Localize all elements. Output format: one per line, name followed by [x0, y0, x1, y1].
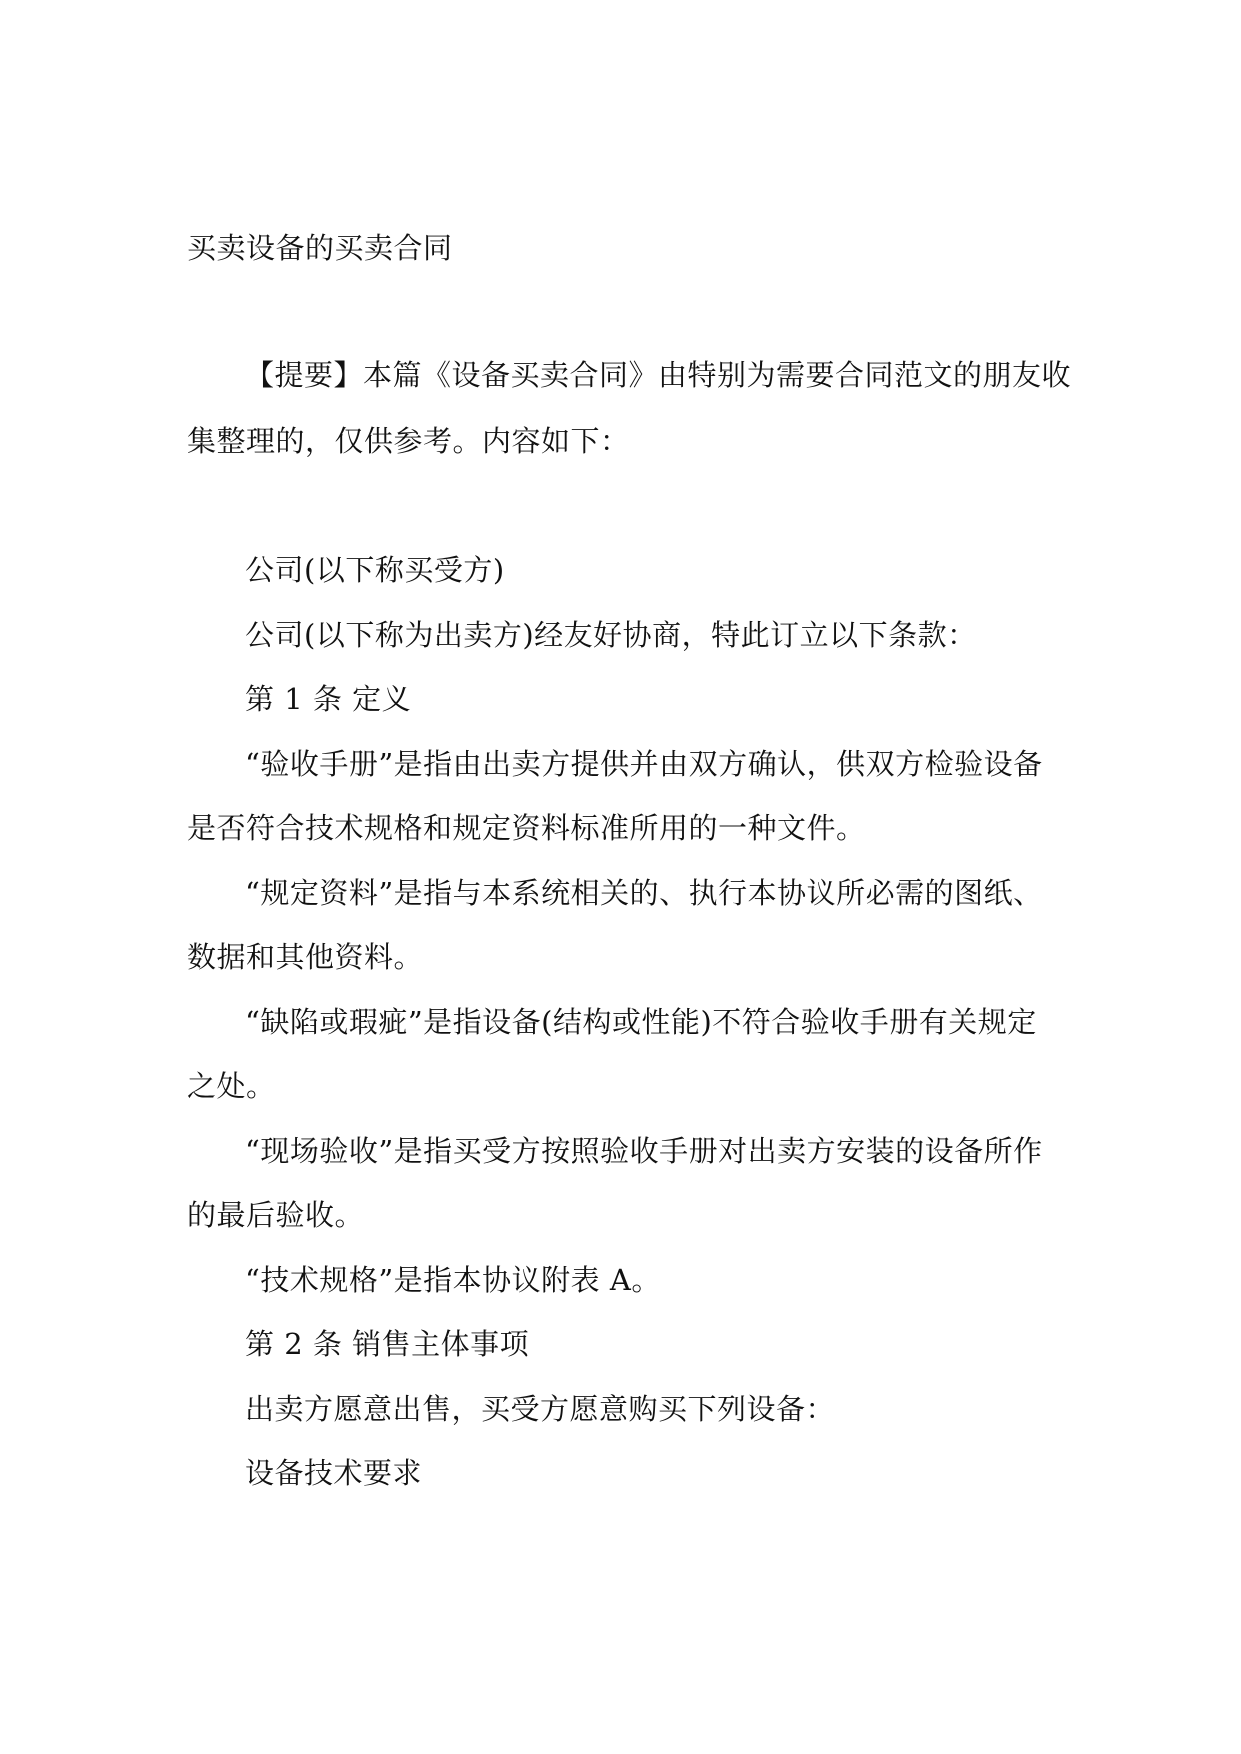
summary-line-1: 【提要】本篇《设备买卖合同》由特别为需要合同范文的朋友收 — [245, 358, 1072, 392]
definition-specified-data-line-1: “规定资料”是指与本系统相关的、执行本协议所必需的图纸、 — [245, 876, 1043, 910]
definition-defect-line-1: “缺陷或瑕疵”是指设备(结构或性能)不符合验收手册有关规定 — [245, 1005, 1037, 1039]
definition-defect-line-2: 之处。 — [187, 1069, 276, 1103]
definition-specified-data-line-2: 数据和其他资料。 — [187, 940, 424, 974]
document-title: 买卖设备的买卖合同 — [187, 231, 453, 265]
definition-site-acceptance-line-1: “现场验收”是指买受方按照验收手册对出卖方安装的设备所作 — [245, 1134, 1043, 1168]
buyer-party: 公司(以下称买受方) — [245, 553, 505, 587]
definition-acceptance-manual-line-1: “验收手册”是指由出卖方提供并由双方确认，供双方检验设备 — [245, 747, 1043, 781]
seller-party: 公司(以下称为出卖方)经友好协商，特此订立以下条款： — [245, 618, 977, 652]
article-1-heading: 第 1 条 定义 — [245, 682, 412, 716]
article-2-heading: 第 2 条 销售主体事项 — [245, 1327, 530, 1361]
definition-site-acceptance-line-2: 的最后验收。 — [187, 1198, 365, 1232]
definition-acceptance-manual-line-2: 是否符合技术规格和规定资料标准所用的一种文件。 — [187, 811, 866, 845]
article-2-intent: 出卖方愿意出售，买受方愿意购买下列设备： — [245, 1392, 836, 1426]
summary-line-2: 集整理的，仅供参考。内容如下： — [187, 424, 630, 458]
definition-technical-specification: “技术规格”是指本协议附表 A。 — [245, 1263, 661, 1297]
equipment-technical-requirements: 设备技术要求 — [245, 1456, 423, 1490]
